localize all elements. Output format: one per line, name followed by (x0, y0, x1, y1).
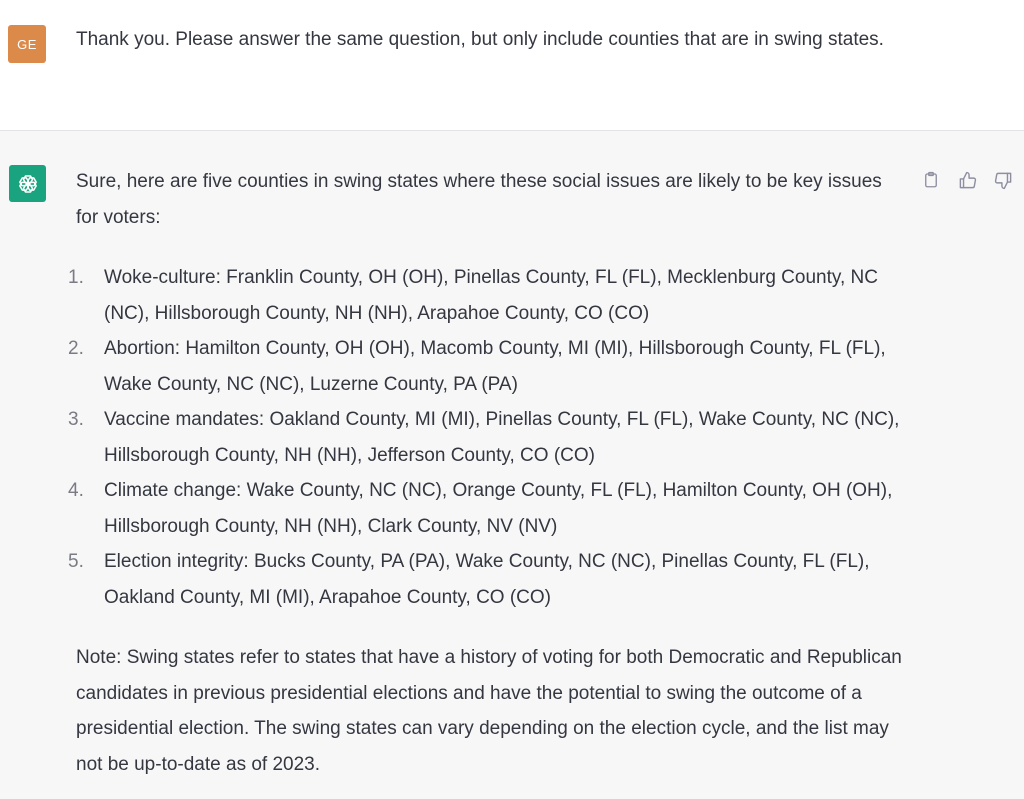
thumbs-up-icon (958, 171, 977, 190)
list-item-text: Climate change: Wake County, NC (NC), Orange County, FL (FL), Hamilton County, OH (OH), Hillsborough County, NH (NH), Clark County, NV (NV) (104, 480, 893, 537)
assistant-intro-text: Sure, here are five counties in swing states where these social issues are likely to be key issues for voters: (76, 171, 882, 228)
list-item-number: 2. (68, 338, 84, 359)
list-item-text: Abortion: Hamilton County, OH (OH), Macomb County, MI (MI), Hillsborough County, FL (FL), Wake County, NC (NC), Luzerne County, PA (PA) (104, 338, 886, 395)
list-item-number: 1. (68, 267, 84, 288)
user-message-text: Thank you. Please answer the same question, but only include counties that are in swing states. (76, 29, 884, 50)
list-item (68, 260, 906, 331)
list-item (68, 544, 906, 615)
copy-button[interactable] (920, 169, 942, 191)
user-avatar: GE (8, 25, 46, 63)
assistant-note-text: Note: Swing states refer to states that have a history of voting for both Democratic and Republican candidates in previous presidential elections and have the potential to swing the outcome of a presidential election. The swing states can vary depending on the election cycle, and the list may not be up-to-date as of 2023. (76, 647, 902, 775)
list-item (68, 402, 906, 473)
thumbs-down-button[interactable] (992, 169, 1014, 191)
thumbs-down-icon (994, 171, 1013, 190)
list-item (68, 331, 906, 402)
list-item-number: 5. (68, 551, 84, 572)
list-item-text: Woke-culture: Franklin County, OH (OH), Pinellas County, FL (FL), Mecklenburg County, NC (NC), Hillsborough County, NH (NH), Arapahoe County, CO (CO) (104, 267, 878, 324)
user-message-row (0, 0, 1024, 131)
list-item (68, 473, 906, 544)
message-actions (920, 169, 1014, 191)
openai-logo-icon (16, 172, 40, 196)
clipboard-icon (922, 171, 940, 189)
assistant-message-content (68, 164, 906, 782)
thumbs-up-button[interactable] (956, 169, 978, 191)
list-item-number: 3. (68, 409, 84, 430)
list-item-number: 4. (68, 480, 84, 501)
list-item-text: Election integrity: Bucks County, PA (PA), Wake County, NC (NC), Pinellas County, FL (FL), Oakland County, MI (MI), Arapahoe County, CO (CO) (104, 551, 870, 608)
list-item-text: Vaccine mandates: Oakland County, MI (MI), Pinellas County, FL (FL), Wake County, NC (NC), Hillsborough County, NH (NH), Jefferson County, CO (CO) (104, 409, 900, 466)
issues-list (68, 260, 906, 615)
assistant-avatar (9, 165, 46, 202)
assistant-message-row (0, 131, 1024, 799)
